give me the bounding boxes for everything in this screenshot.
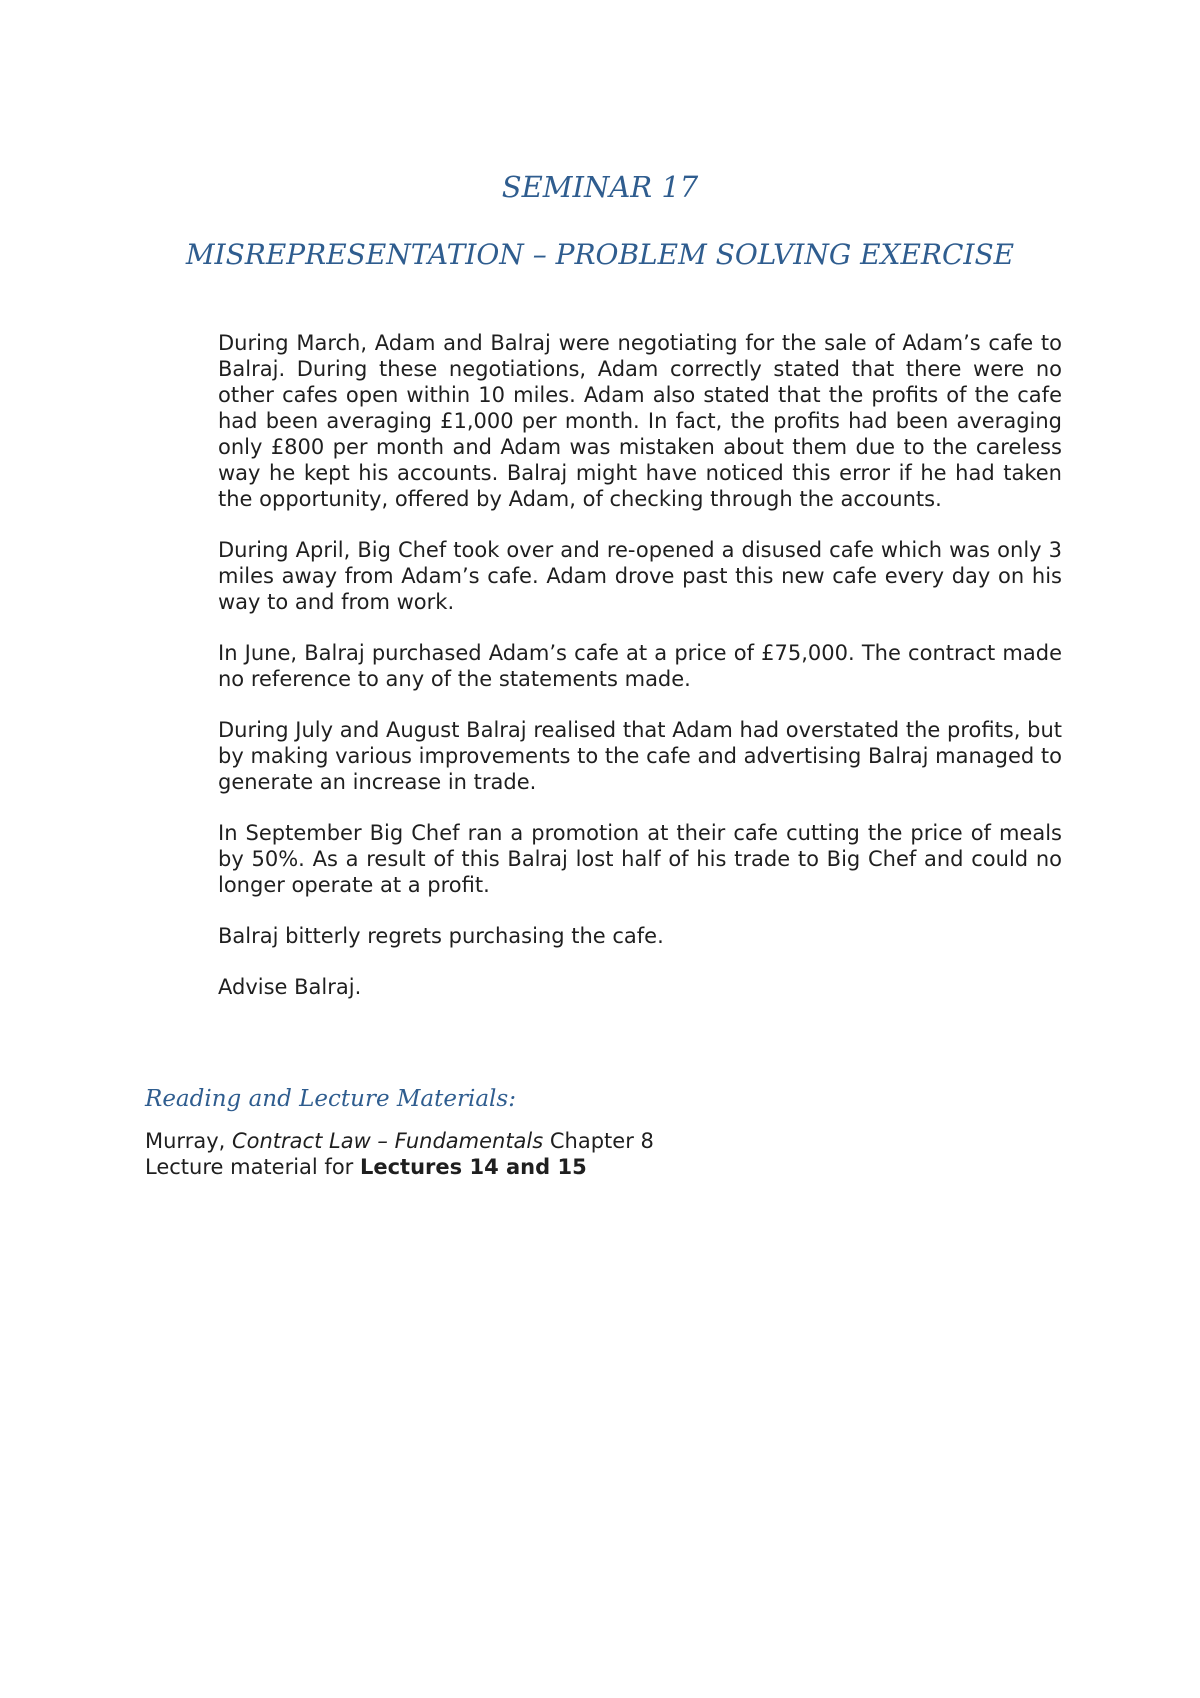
paragraph-june: In June, Balraj purchased Adam’s cafe at a price of £75,000. The contract made no reference to any of the statements made. — [218, 641, 1062, 691]
textbook-title: Contract Law – Fundamentals — [231, 1129, 544, 1153]
exercise-subtitle: MISREPRESENTATION – PROBLEM SOLVING EXERCISE — [185, 238, 1015, 271]
textbook-chapter: Chapter 8 — [543, 1129, 654, 1153]
reading-list — [145, 1128, 654, 1180]
paragraph-march: During March, Adam and Balraj were negotiating for the sale of Adam’s cafe to Balraj. During these negotiations, Adam correctly stated that there were no other cafes open within 10 miles. Adam also stated that the profits of the cafe had been averaging £1,000 per month. In fact, the profits had been averaging only £800 per month and Adam was mistaken about them due to the careless way he kept his accounts. Balraj might have noticed this error if he had taken the opportunity, offered by Adam, of checking through the accounts. — [218, 331, 1062, 511]
problem-text — [218, 330, 1062, 1025]
reading-heading: Reading and Lecture Materials: — [145, 1086, 516, 1112]
paragraph-april: During April, Big Chef took over and re-opened a disused cafe which was only 3 miles away from Adam’s cafe. Adam drove past this new cafe every day on his way to and from work. — [218, 538, 1062, 614]
paragraph-advise: Advise Balraj. — [218, 975, 362, 999]
lectures-prefix: Lecture material for — [145, 1155, 360, 1179]
textbook-author: Murray, — [145, 1129, 232, 1153]
paragraph-regret: Balraj bitterly regrets purchasing the cafe. — [218, 924, 664, 948]
reading-item-textbook — [145, 1128, 654, 1154]
paragraph-september: In September Big Chef ran a promotion at their cafe cutting the price of meals by 50%. As a result of this Balraj lost half of his trade to Big Chef and could no longer operate at a profit. — [218, 821, 1062, 897]
reading-item-lectures — [145, 1154, 654, 1180]
lectures-numbers: Lectures 14 and 15 — [359, 1155, 587, 1179]
seminar-title: SEMINAR 17 — [501, 170, 699, 204]
paragraph-july-august: During July and August Balraj realised that Adam had overstated the profits, but by making various improvements to the cafe and advertising Balraj managed to generate an increase in trade. — [218, 718, 1062, 794]
